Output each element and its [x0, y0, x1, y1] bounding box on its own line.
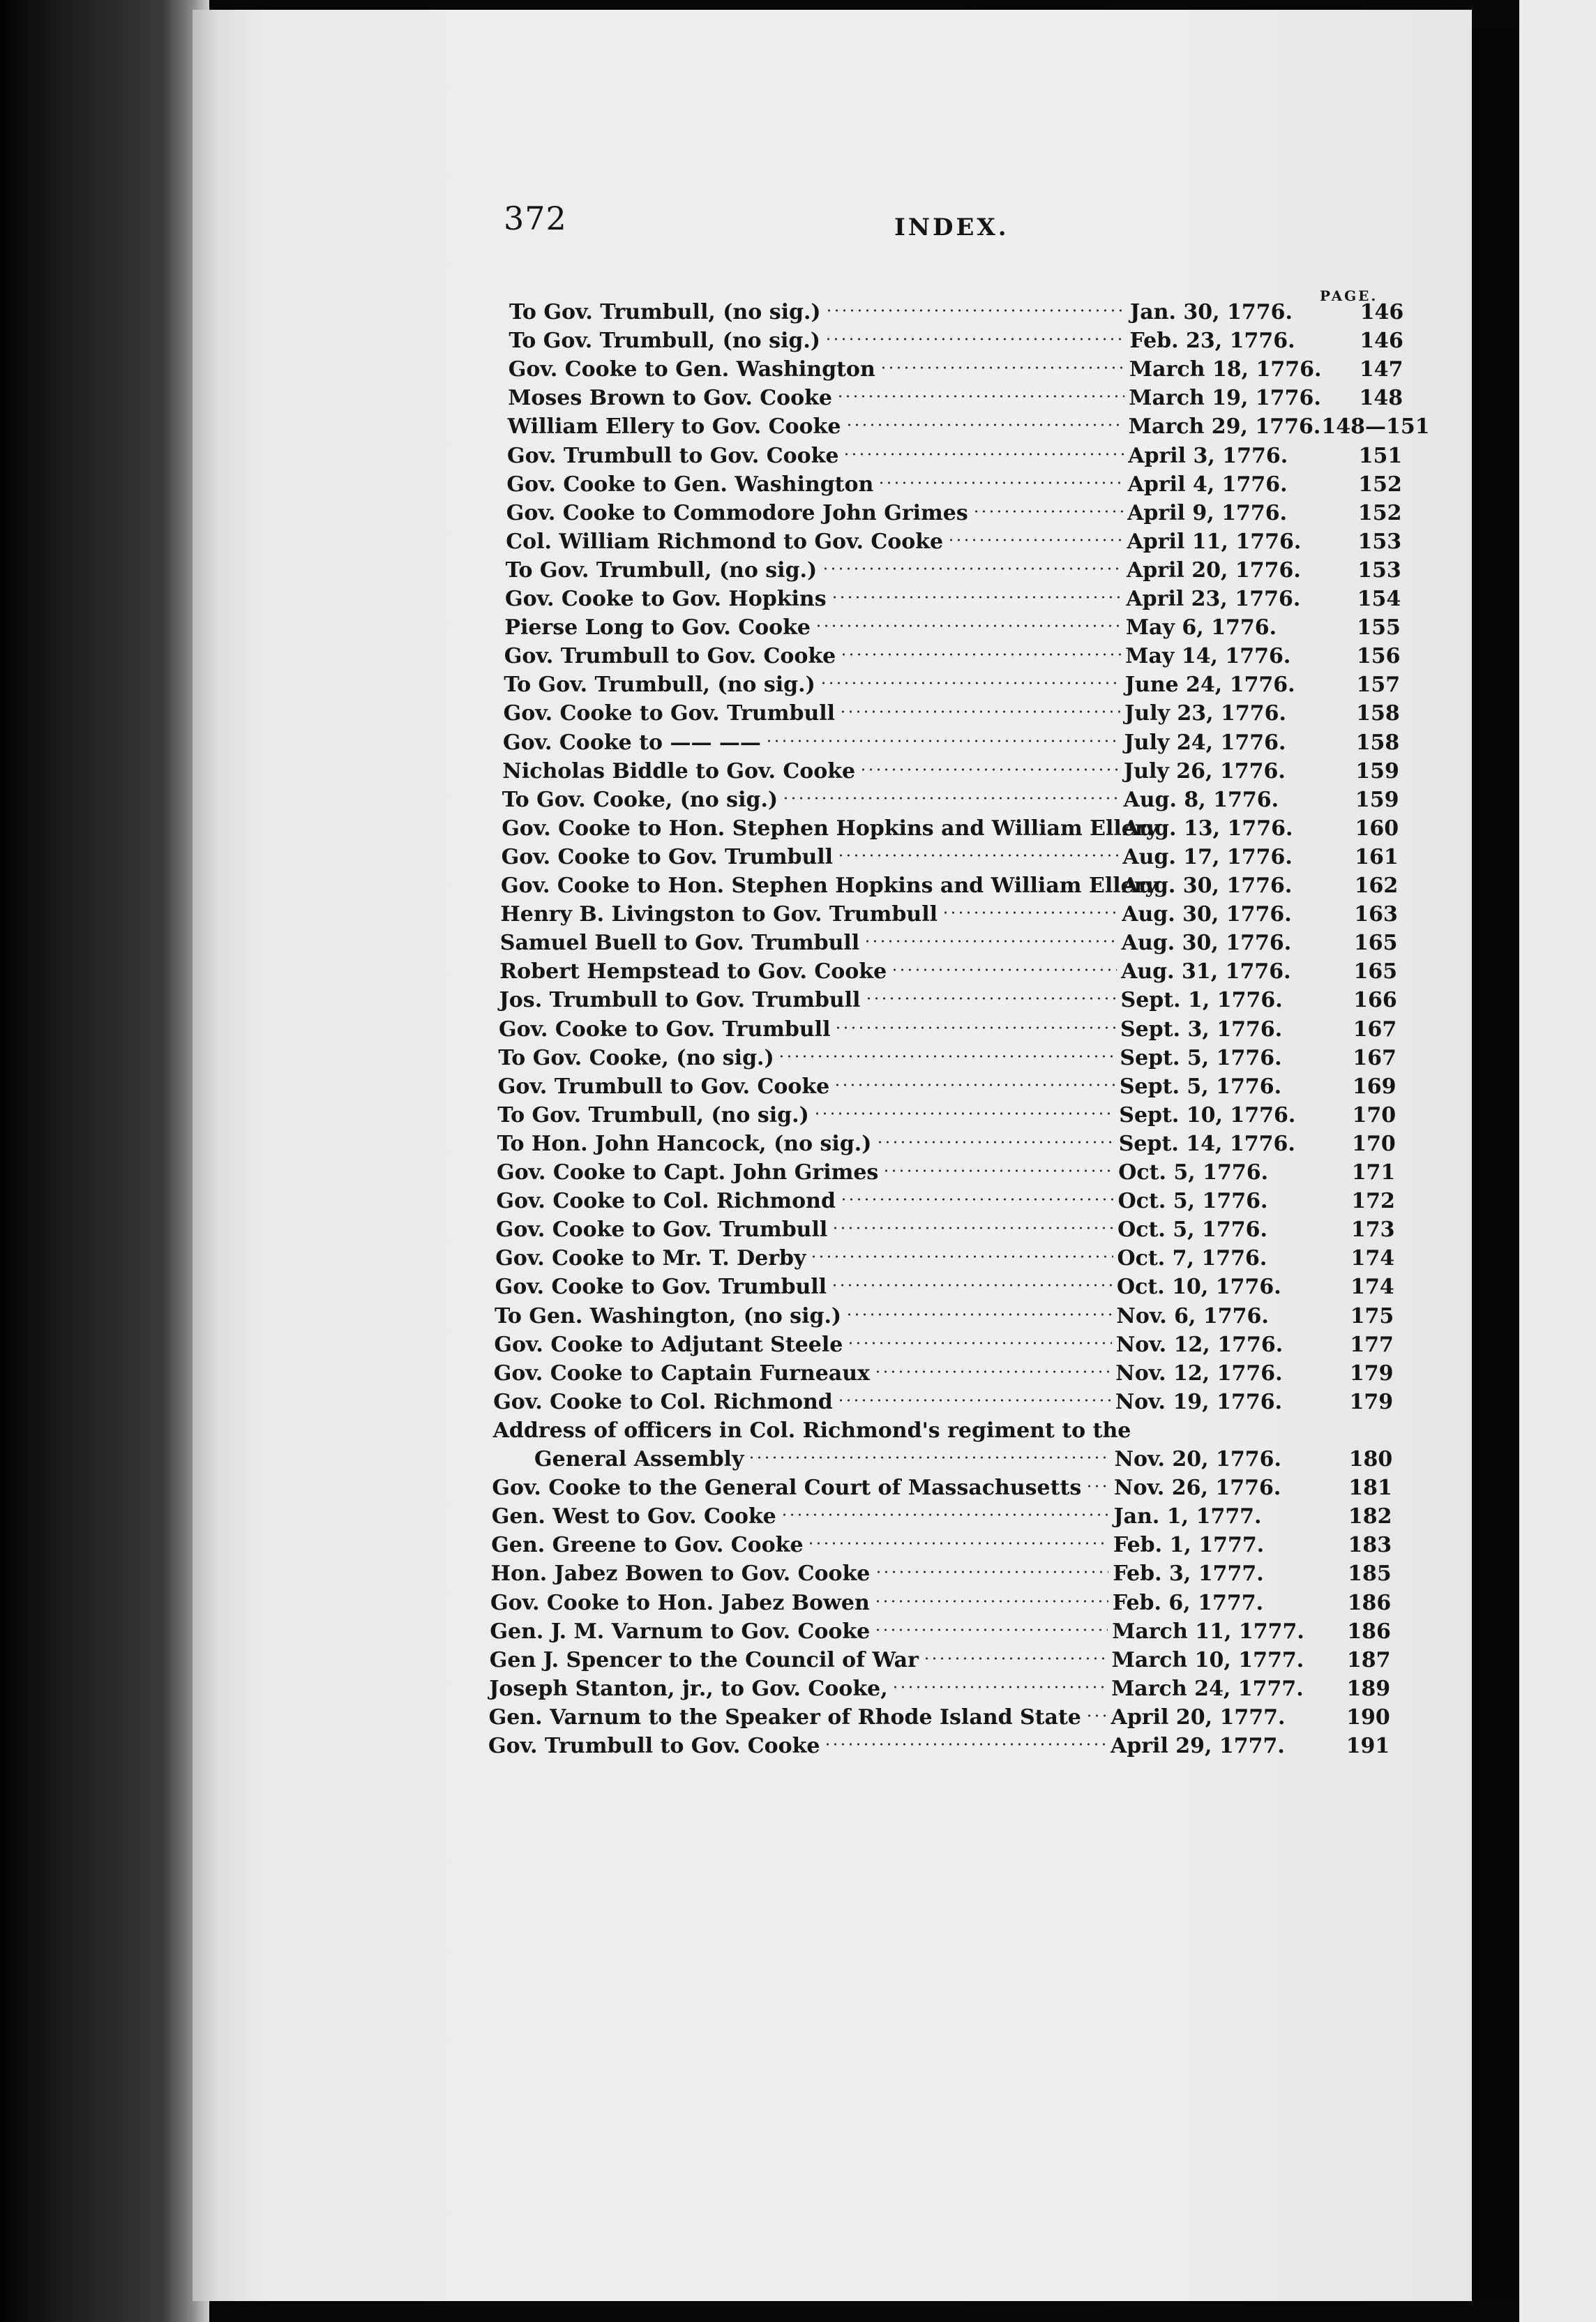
entry-date: Oct. 10, 1776.	[1116, 1275, 1281, 1300]
entry-date: Aug. 30, 1776.	[1122, 902, 1292, 927]
dot-leader	[840, 650, 1121, 659]
entry-page-number: 177	[1350, 1332, 1394, 1357]
entry-date: April 4, 1776.	[1127, 472, 1288, 497]
dot-leader	[820, 678, 1121, 688]
entry-title: Gov. Cooke to Hon. Stephen Hopkins and William Ellery	[501, 874, 1157, 898]
index-entry	[490, 1589, 1408, 1617]
index-entry	[490, 1618, 1407, 1646]
index-entry	[493, 1417, 1410, 1445]
entry-date: April 9, 1776.	[1127, 500, 1288, 525]
dot-leader	[840, 1194, 1113, 1204]
entry-title: Gov. Cooke to the General Court of Massachusetts	[492, 1476, 1082, 1501]
entry-page-number: 155	[1357, 615, 1401, 641]
index-entry	[497, 1102, 1413, 1130]
entry-title: Gen. West to Gov. Cooke	[491, 1504, 776, 1529]
entry-page-number: 166	[1353, 988, 1397, 1013]
dot-leader	[891, 965, 1117, 975]
dot-leader	[880, 363, 1125, 373]
entry-title: Gov. Cooke to Adjutant Steele	[494, 1332, 843, 1357]
entry-title: Address of officers in Col. Richmond's regiment to the	[492, 1418, 1131, 1443]
dot-leader	[748, 1453, 1111, 1462]
entry-date: March 10, 1777.	[1111, 1647, 1304, 1672]
entry-page-number: 186	[1347, 1590, 1392, 1615]
entry-date: Sept. 3, 1776.	[1120, 1017, 1283, 1042]
index-entry	[491, 1560, 1408, 1588]
entry-date: Oct. 5, 1776.	[1117, 1218, 1267, 1243]
index-entry	[504, 671, 1417, 699]
entry-page-number: 179	[1349, 1361, 1394, 1386]
dot-leader	[1085, 1481, 1110, 1491]
dot-leader	[834, 1023, 1116, 1033]
entry-page-number: 160	[1355, 816, 1399, 841]
index-entry	[507, 413, 1430, 441]
entry-page-number: 156	[1356, 644, 1401, 669]
entry-page-number: 151	[1358, 443, 1403, 468]
entry-title: To Gov. Trumbull, (no sig.)	[497, 1102, 809, 1128]
entry-title: Col. William Richmond to Gov. Cooke	[506, 529, 944, 554]
index-entry	[500, 929, 1414, 957]
running-head: INDEX.	[894, 214, 1009, 241]
entry-title: Gov. Cooke to —— ——	[503, 730, 761, 755]
entry-date: Jan. 30, 1776.	[1130, 300, 1293, 324]
entry-page-number: 171	[1351, 1160, 1396, 1185]
entry-date: May 6, 1776.	[1125, 615, 1277, 641]
entry-page-number: 158	[1356, 701, 1400, 726]
entry-page-number: 157	[1356, 673, 1401, 698]
index-entry	[504, 614, 1417, 642]
entry-date: Oct. 5, 1776.	[1117, 1189, 1268, 1214]
entry-page-number: 174	[1350, 1246, 1395, 1271]
dot-leader	[864, 936, 1117, 946]
index-entry	[502, 786, 1415, 814]
entry-title: Gov. Trumbull to Gov. Cooke	[497, 1074, 830, 1099]
entry-title: Gov. Cooke to Gov. Trumbull	[503, 701, 836, 726]
dot-leader	[807, 1538, 1109, 1548]
index-entry	[491, 1531, 1408, 1559]
page-column-heading: PAGE.	[1320, 287, 1378, 304]
entry-page-number: 146	[1360, 300, 1404, 324]
dot-leader	[781, 1510, 1110, 1520]
entry-title: To Gov. Trumbull, (no sig.)	[509, 329, 820, 354]
entry-page-number: 153	[1357, 529, 1402, 554]
entry-date: March 29, 1776.	[1128, 414, 1321, 440]
entry-title: Gov. Cooke to Captain Furneaux	[493, 1361, 870, 1386]
entry-date: Feb. 6, 1777.	[1112, 1590, 1264, 1615]
dot-leader	[825, 306, 1126, 315]
dot-leader	[847, 1338, 1111, 1348]
dot-leader	[865, 994, 1117, 1003]
entry-page-number: 173	[1350, 1218, 1395, 1243]
entry-page-number: 159	[1355, 787, 1399, 812]
page-number: 372	[504, 200, 567, 237]
dot-leader	[834, 1080, 1115, 1090]
entry-page-number: 167	[1353, 1017, 1397, 1042]
entry-page-number: 165	[1353, 959, 1398, 984]
entry-date: July 23, 1776.	[1124, 701, 1286, 726]
entry-page-number: 191	[1346, 1734, 1390, 1758]
index-entry	[489, 1675, 1407, 1703]
index-entry	[506, 471, 1418, 499]
index-entry	[502, 844, 1415, 871]
entry-page-number: 183	[1348, 1533, 1392, 1558]
entry-date: April 11, 1776.	[1127, 529, 1302, 554]
entry-date: Sept. 5, 1776.	[1120, 1045, 1282, 1070]
dot-leader	[875, 1567, 1109, 1577]
entry-title: Gov. Cooke to Col. Richmond	[493, 1389, 833, 1414]
dot-leader	[874, 1596, 1108, 1606]
entry-title: To Gov. Trumbull, (no sig.)	[509, 300, 821, 324]
dot-leader	[831, 1223, 1113, 1233]
index-entry	[494, 1360, 1410, 1388]
dot-leader	[882, 1166, 1114, 1176]
index-entry	[495, 1245, 1411, 1273]
dot-leader	[815, 621, 1121, 631]
dot-leader	[831, 592, 1122, 602]
index-entry	[493, 1388, 1410, 1416]
entry-title: Gov. Cooke to Commodore John Grimes	[506, 500, 968, 525]
index-entry	[502, 815, 1415, 843]
entry-date: Sept. 14, 1776.	[1118, 1131, 1295, 1156]
entry-page-number: 162	[1354, 874, 1399, 898]
dot-leader	[891, 1682, 1107, 1692]
index-entry	[494, 1331, 1410, 1359]
index-entry	[499, 987, 1414, 1014]
dot-leader	[839, 707, 1121, 717]
entry-date: Oct. 5, 1776.	[1118, 1160, 1269, 1185]
entry-date: May 14, 1776.	[1125, 644, 1291, 669]
dot-leader	[942, 908, 1117, 917]
entry-page-number: 152	[1357, 500, 1402, 525]
entry-title: Gen. Varnum to the Speaker of Rhode Island State	[488, 1705, 1081, 1730]
entry-page-number: 190	[1346, 1705, 1390, 1730]
index-entry	[492, 1446, 1409, 1474]
dot-leader	[845, 1310, 1112, 1319]
entry-title: General Assembly	[534, 1447, 744, 1471]
entry-page-number: 181	[1348, 1476, 1392, 1501]
entry-date: Nov. 20, 1776.	[1114, 1447, 1281, 1471]
entry-title: Gov. Cooke to Hon. Jabez Bowen	[490, 1590, 870, 1615]
dot-leader	[859, 765, 1120, 774]
entry-page-number: 174	[1350, 1275, 1394, 1300]
entry-title: Henry B. Livingston to Gov. Trumbull	[500, 902, 938, 927]
index-entry	[497, 1159, 1412, 1187]
entry-page-number: 187	[1346, 1647, 1391, 1672]
entry-page-number: 154	[1357, 587, 1401, 611]
entry-title: William Ellery to Gov. Cooke	[507, 414, 841, 440]
entry-title: Jos. Trumbull to Gov. Trumbull	[499, 988, 861, 1013]
index-entry	[506, 528, 1418, 556]
index-entry	[489, 1704, 1407, 1732]
index-entry	[490, 1647, 1407, 1675]
entry-title: Gov. Cooke to Gen. Washington	[508, 357, 875, 382]
entry-title: Gen. J. M. Varnum to Gov. Cooke	[490, 1619, 871, 1644]
dot-leader	[825, 334, 1125, 344]
index-entry	[499, 958, 1414, 986]
entry-page-number: 147	[1359, 357, 1403, 382]
index-entry	[506, 557, 1418, 585]
entry-title: Gov. Cooke to Capt. John Grimes	[497, 1160, 879, 1185]
entry-date: Feb. 23, 1776.	[1129, 329, 1295, 354]
entry-title: Gov. Cooke to Col. Richmond	[496, 1189, 836, 1214]
index-entry	[501, 872, 1415, 900]
entry-date: Feb. 1, 1777.	[1113, 1533, 1265, 1558]
entry-page-number: 163	[1354, 902, 1398, 927]
index-entry	[506, 500, 1418, 527]
entry-date: Oct. 7, 1776.	[1117, 1246, 1267, 1271]
index-entry	[492, 1474, 1408, 1502]
entry-title: Gov. Cooke to Gen. Washington	[506, 472, 874, 497]
entry-date: Nov. 26, 1776.	[1114, 1476, 1281, 1501]
dot-leader	[878, 478, 1123, 488]
entry-date: March 24, 1777.	[1111, 1676, 1304, 1701]
entry-page-number: 146	[1360, 329, 1403, 354]
entry-date: Jan. 1, 1777.	[1113, 1504, 1262, 1529]
index-entry	[496, 1188, 1411, 1215]
entry-date: March 18, 1776.	[1129, 357, 1322, 382]
entry-title: To Gen. Washington, (no sig.)	[495, 1303, 842, 1328]
entry-title: Gov. Cooke to Gov. Hopkins	[505, 587, 827, 611]
index-entry	[504, 643, 1417, 671]
entry-page-number: 172	[1351, 1189, 1395, 1214]
entry-page-number: 179	[1349, 1389, 1394, 1414]
dot-leader	[824, 1739, 1106, 1749]
entry-date: April 23, 1776.	[1126, 587, 1301, 611]
entry-date: Nov. 19, 1776.	[1115, 1389, 1283, 1414]
index-entry	[503, 729, 1416, 757]
index-entry	[500, 901, 1414, 929]
entry-date: July 26, 1776.	[1124, 758, 1286, 784]
entry-title: Joseph Stanton, jr., to Gov. Cooke,	[489, 1676, 888, 1701]
entry-date: Aug. 8, 1776.	[1123, 787, 1279, 812]
entry-date: March 11, 1777.	[1112, 1619, 1304, 1644]
entry-title: Hon. Jabez Bowen to Gov. Cooke	[490, 1561, 871, 1587]
entry-date: Aug. 30, 1776.	[1121, 931, 1292, 956]
entry-title: To Gov. Cooke, (no sig.)	[498, 1045, 774, 1070]
entry-title: Gov. Cooke to Gov. Trumbull	[499, 1017, 831, 1042]
dot-leader	[972, 507, 1123, 516]
index-entry	[498, 1044, 1413, 1072]
index-entry	[509, 299, 1420, 327]
dot-leader	[845, 420, 1124, 430]
entry-page-number: 159	[1355, 758, 1399, 784]
entry-page-number: 186	[1347, 1619, 1391, 1644]
index-entry	[499, 1016, 1413, 1044]
index-entry	[495, 1303, 1410, 1331]
dot-leader	[836, 391, 1124, 401]
entry-page-number: 189	[1346, 1676, 1391, 1701]
entry-title: Robert Hempstead to Gov. Cooke	[499, 959, 887, 984]
entry-title: Gen J. Spencer to the Council of War	[489, 1647, 919, 1672]
entry-title: Gov. Cooke to Gov. Trumbull	[495, 1275, 827, 1300]
index-entry	[505, 585, 1417, 613]
index-entry	[488, 1732, 1406, 1760]
entry-date: Sept. 5, 1776.	[1119, 1074, 1282, 1099]
entry-date: April 29, 1777.	[1111, 1734, 1285, 1758]
dot-leader	[843, 449, 1124, 459]
dot-leader	[1085, 1711, 1107, 1721]
entry-date: Nov. 6, 1776.	[1116, 1303, 1269, 1328]
index-entry	[492, 1503, 1408, 1531]
entry-title: Gen. Greene to Gov. Cooke	[491, 1533, 804, 1558]
entry-title: Gov. Trumbull to Gov. Cooke	[507, 443, 839, 468]
entry-date: Sept. 1, 1776.	[1120, 988, 1283, 1013]
index-entry	[495, 1273, 1411, 1301]
entry-date: Feb. 3, 1777.	[1113, 1561, 1264, 1587]
dot-leader	[874, 1367, 1111, 1377]
dot-leader	[837, 1395, 1111, 1405]
dot-leader	[778, 1051, 1115, 1061]
entry-date: March 19, 1776.	[1129, 386, 1321, 411]
entry-page-number: 170	[1352, 1131, 1396, 1156]
dot-leader	[765, 736, 1120, 746]
entry-title: Gov. Cooke to Hon. Stephen Hopkins and William Ellery	[502, 816, 1159, 841]
index-entry	[509, 356, 1420, 384]
entry-page-number: 167	[1353, 1045, 1396, 1070]
entry-page-number: 148—151	[1321, 414, 1430, 440]
entry-date: Nov. 12, 1776.	[1115, 1332, 1283, 1357]
entry-date: April 20, 1776.	[1126, 557, 1301, 583]
index-entry	[509, 327, 1420, 355]
entry-title: Samuel Buell to Gov. Trumbull	[499, 931, 860, 956]
entry-date: Aug. 31, 1776.	[1121, 959, 1291, 984]
entry-date: Aug. 13, 1776.	[1122, 816, 1293, 841]
entry-page-number: 158	[1355, 730, 1400, 755]
entry-title: Gov. Trumbull to Gov. Cooke	[488, 1734, 820, 1758]
entry-page-number: 180	[1348, 1447, 1393, 1471]
index-entry	[497, 1130, 1413, 1158]
dot-leader	[822, 564, 1122, 574]
entry-page-number: 161	[1355, 844, 1399, 869]
dot-leader	[813, 1109, 1115, 1118]
entry-date: April 3, 1776.	[1128, 443, 1288, 468]
entry-page-number: 170	[1352, 1102, 1396, 1128]
entry-date: Sept. 10, 1776.	[1119, 1102, 1296, 1128]
dot-leader	[782, 793, 1120, 803]
dot-leader	[947, 535, 1122, 545]
entry-date: Aug. 17, 1776.	[1122, 844, 1293, 869]
index-entry	[498, 1073, 1413, 1101]
entry-title: Nicholas Biddle to Gov. Cooke	[502, 758, 856, 784]
entry-date: Nov. 12, 1776.	[1115, 1361, 1283, 1386]
dot-leader	[837, 851, 1119, 860]
index-entry	[508, 384, 1420, 412]
dot-leader	[810, 1252, 1113, 1261]
entry-date: June 24, 1776.	[1124, 673, 1295, 698]
entry-title: Gov. Cooke to Gov. Trumbull	[495, 1218, 828, 1243]
entry-page-number: 182	[1348, 1504, 1392, 1529]
entry-title: Gov. Cooke to Mr. T. Derby	[495, 1246, 806, 1271]
entry-date: Aug. 30, 1776.	[1122, 874, 1293, 898]
entry-date: July 24, 1776.	[1124, 730, 1286, 755]
dot-leader	[874, 1625, 1108, 1635]
entry-title: Moses Brown to Gov. Cooke	[508, 386, 832, 411]
index-entry	[504, 700, 1417, 728]
entry-title: To Gov. Cooke, (no sig.)	[502, 787, 778, 812]
entry-page-number: 165	[1353, 931, 1398, 956]
index-entry	[507, 442, 1419, 470]
dot-leader	[876, 1137, 1115, 1147]
index-entry	[496, 1216, 1411, 1244]
entry-title: To Hon. John Hancock, (no sig.)	[497, 1131, 872, 1156]
entry-date: April 20, 1777.	[1111, 1705, 1286, 1730]
entry-page-number: 175	[1350, 1303, 1394, 1328]
entry-page-number: 152	[1358, 472, 1402, 497]
dot-leader	[831, 1280, 1113, 1290]
dot-leader	[923, 1654, 1108, 1663]
entry-title: Gov. Trumbull to Gov. Cooke	[504, 644, 836, 669]
entry-page-number: 185	[1348, 1561, 1392, 1587]
entry-title: Pierse Long to Gov. Cooke	[504, 615, 811, 641]
entry-title: Gov. Cooke to Gov. Trumbull	[501, 844, 834, 869]
entry-page-number: 169	[1352, 1074, 1396, 1099]
entry-page-number: 153	[1357, 557, 1401, 583]
entry-title: To Gov. Trumbull, (no sig.)	[505, 557, 818, 583]
index-entry	[502, 758, 1415, 786]
entry-title: To Gov. Trumbull, (no sig.)	[504, 673, 815, 698]
entry-page-number: 148	[1359, 386, 1403, 411]
